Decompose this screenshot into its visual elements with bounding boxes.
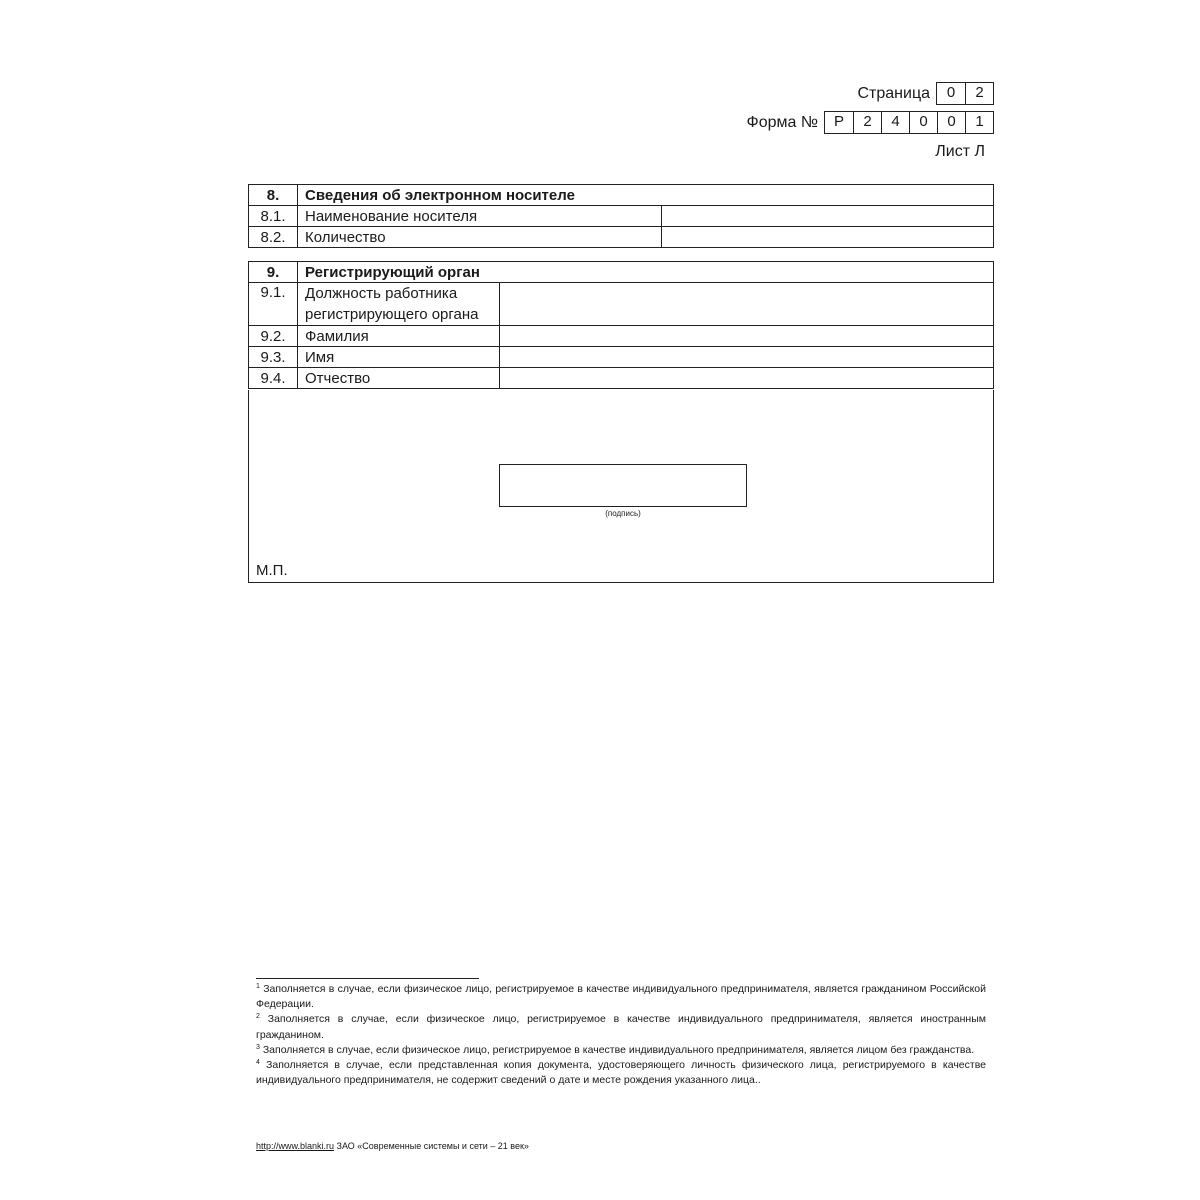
row-label: Количество [298,227,662,248]
page-footer [256,1141,529,1151]
footnote-mark: 4 [256,1059,260,1067]
section-title: Регистрирующий орган [298,262,994,283]
signature-caption: (подпись) [605,509,641,518]
stamp-label: М.П. [256,562,288,579]
row-label: Отчество [298,368,500,389]
surname-field[interactable] [500,326,994,347]
section-8-header [249,185,994,206]
section-8-table [248,184,994,248]
table-row [249,368,994,389]
section-title: Сведения об электронном носителе [298,185,994,206]
sheet-label: Лист Л [935,143,985,160]
media-name-field[interactable] [662,206,994,227]
form-digit-cell: 0 [937,112,965,133]
row-number: 9.1. [249,283,298,326]
table-row [249,347,994,368]
row-number: 8.1. [249,206,298,227]
form-label: Форма № [746,113,818,131]
section-9-header [249,262,994,283]
table-row [249,326,994,347]
form-number-cells [824,111,994,134]
page-number-row [857,82,994,105]
footnote-separator [256,978,479,979]
section-9-table [248,261,994,389]
form-digit-cell: Р [833,113,844,130]
row-label: Должность работника регистрирующего органа [298,283,500,326]
footnote [256,982,986,1012]
patronymic-field[interactable] [500,368,994,389]
page-number-cells [936,82,994,105]
footnote [256,1043,986,1058]
footnote-text: Заполняется в случае, если физическое лицо, регистрируемое в качестве индивидуального предпринимателя, является лицом без гражданства. [259,1043,975,1056]
footnote-mark: 2 [256,1013,260,1021]
row-number: 9.3. [249,347,298,368]
footnote-mark: 3 [256,1043,260,1051]
form-digit-cell: 4 [881,112,909,133]
officer-position-field[interactable] [500,283,994,326]
section-number: 9. [249,262,298,283]
first-name-field[interactable] [500,347,994,368]
footnote-text: Заполняется в случае, если физическое лицо, регистрируемое в качестве индивидуального предпринимателя, является иностранным гражданином. [256,1013,986,1041]
page-label: Страница [857,84,930,102]
footnote-text: Заполняется в случае, если представленная копия документа, удостоверяющего личность физического лица, регистрируемого в качестве индивидуального предпринимателя, не содержит сведений о дате и месте рождения указанного лица.. [256,1059,986,1087]
page-digit-cell[interactable]: 2 [965,83,993,104]
form-number-row [747,111,994,134]
footer-link[interactable]: http://www.blanki.ru [256,1141,335,1151]
footnotes [256,982,986,1088]
footnote [256,1058,986,1088]
footer-company: ЗАО «Современные системы и сети – 21 век» [334,1141,529,1151]
row-label: Фамилия [298,326,500,347]
table-row [249,206,994,227]
footnote-text: Заполняется в случае, если физическое лицо, регистрируемое в качестве индивидуального предпринимателя, является гражданином Российской Федерации. [256,983,986,1011]
row-number: 9.2. [249,326,298,347]
page-digit-cell[interactable]: 0 [946,84,956,101]
form-digit-cell: 2 [853,112,881,133]
section-number: 8. [249,185,298,206]
form-digit-cell: 1 [965,112,993,133]
media-quantity-field[interactable] [662,227,994,248]
row-number: 9.4. [249,368,298,389]
footnote-mark: 1 [256,983,260,990]
footnote [256,1012,986,1042]
form-digit-cell: 0 [909,112,937,133]
signature-field[interactable] [499,464,747,507]
row-number: 8.2. [249,227,298,248]
row-label: Наименование носителя [298,206,662,227]
signature-block [248,390,994,583]
row-label: Имя [298,347,500,368]
table-row [249,283,994,326]
table-row [249,227,994,248]
